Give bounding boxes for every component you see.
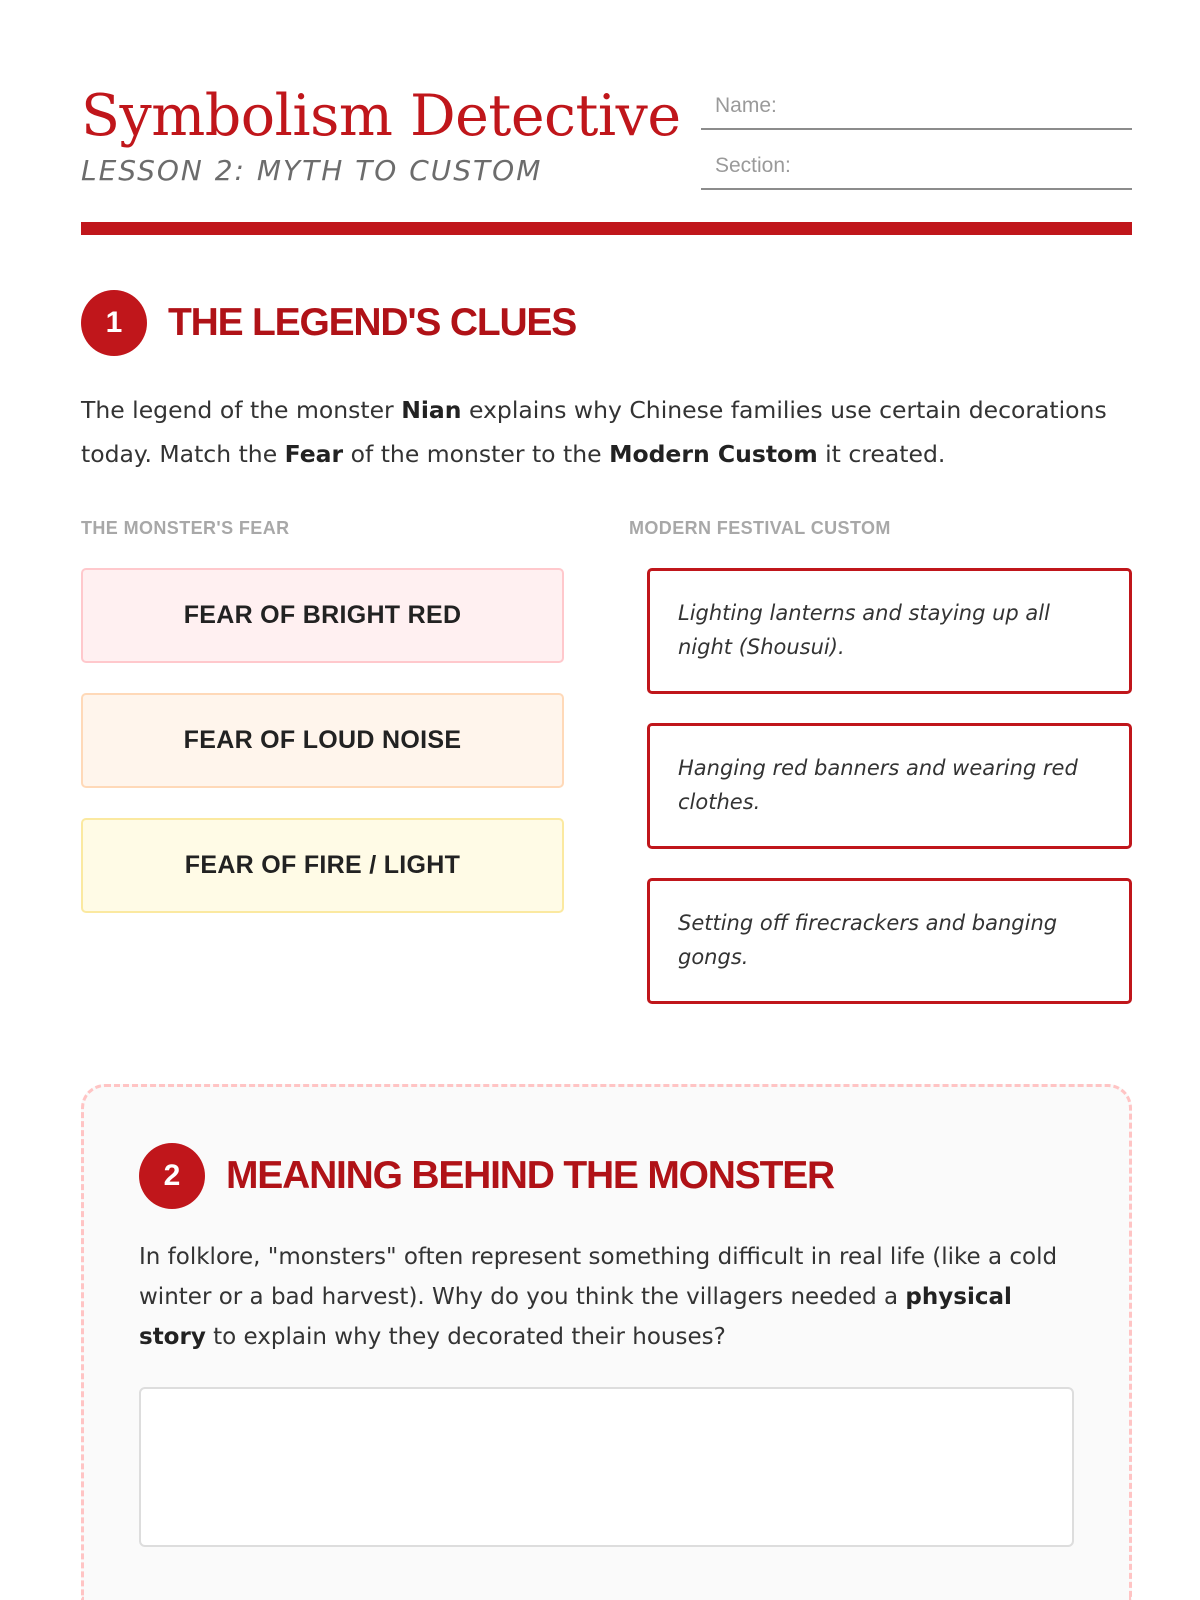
fear-card-label: FEAR OF LOUD NOISE	[183, 726, 462, 754]
custom-card-text: Setting off firecrackers and banging gongs.	[678, 911, 1058, 969]
section-number-badge: 2	[139, 1143, 205, 1209]
fear-card-label: FEAR OF BRIGHT RED	[183, 601, 462, 629]
page-title: Symbolism Detective	[81, 83, 681, 149]
custom-card-text: Hanging red banners and wearing red clothes.	[678, 756, 1078, 814]
intro-text-4: it created.	[817, 440, 946, 468]
custom-card-text: Lighting lanterns and staying up all night (Shousui).	[678, 601, 1050, 659]
section-title: MEANING BEHIND THE MONSTER	[226, 1154, 834, 1197]
section-1-heading	[81, 290, 1132, 356]
student-info-fields	[701, 84, 1132, 204]
section-1-instructions	[81, 388, 1132, 476]
name-label: Name:	[715, 94, 777, 117]
intro-bold-custom: Modern Custom	[609, 440, 818, 468]
matching-columns	[81, 518, 1132, 1018]
fear-card-noise[interactable]	[81, 693, 564, 788]
custom-card-banners[interactable]	[647, 723, 1132, 849]
intro-bold-nian: Nian	[401, 396, 462, 424]
answer-textbox[interactable]	[139, 1387, 1074, 1547]
custom-card-firecrackers[interactable]	[647, 878, 1132, 1004]
intro-text-2: explains why Chinese families use certain decorations today. Match the	[81, 396, 1107, 468]
worksheet-header	[81, 0, 1132, 240]
name-field[interactable]	[701, 84, 1132, 130]
intro-bold-fear: Fear	[284, 440, 344, 468]
section-meaning-behind-monster	[81, 1084, 1132, 1600]
section-legends-clues	[81, 290, 1132, 1018]
intro-text-3: of the monster to the	[343, 440, 610, 468]
section-field[interactable]	[701, 144, 1132, 190]
fear-card-label: FEAR OF FIRE / LIGHT	[184, 851, 461, 879]
question-text-2: to explain why they decorated their houses?	[205, 1324, 726, 1350]
custom-column-label: MODERN FESTIVAL CUSTOM	[629, 518, 891, 538]
worksheet-page	[81, 0, 1132, 1350]
lesson-subtitle: LESSON 2: MYTH TO CUSTOM	[81, 154, 543, 187]
fear-card-fire[interactable]	[81, 818, 564, 913]
question-bold: physical story	[139, 1284, 1012, 1350]
intro-text-1: The legend of the monster	[81, 396, 402, 424]
section-2-heading	[139, 1143, 1074, 1209]
fear-column-label: THE MONSTER'S FEAR	[81, 518, 290, 538]
section-2-question	[139, 1237, 1074, 1357]
fear-card-red[interactable]	[81, 568, 564, 663]
section-label: Section:	[715, 154, 791, 177]
section-title: THE LEGEND'S CLUES	[168, 301, 577, 344]
custom-card-lanterns[interactable]	[647, 568, 1132, 694]
header-divider	[81, 222, 1132, 235]
title-block	[81, 84, 681, 187]
question-text-1: In folklore, "monsters" often represent something difficult in real life (like a cold winter or a bad harvest). Why do you think the villagers needed a	[139, 1244, 1058, 1310]
section-number-badge: 1	[81, 290, 147, 356]
